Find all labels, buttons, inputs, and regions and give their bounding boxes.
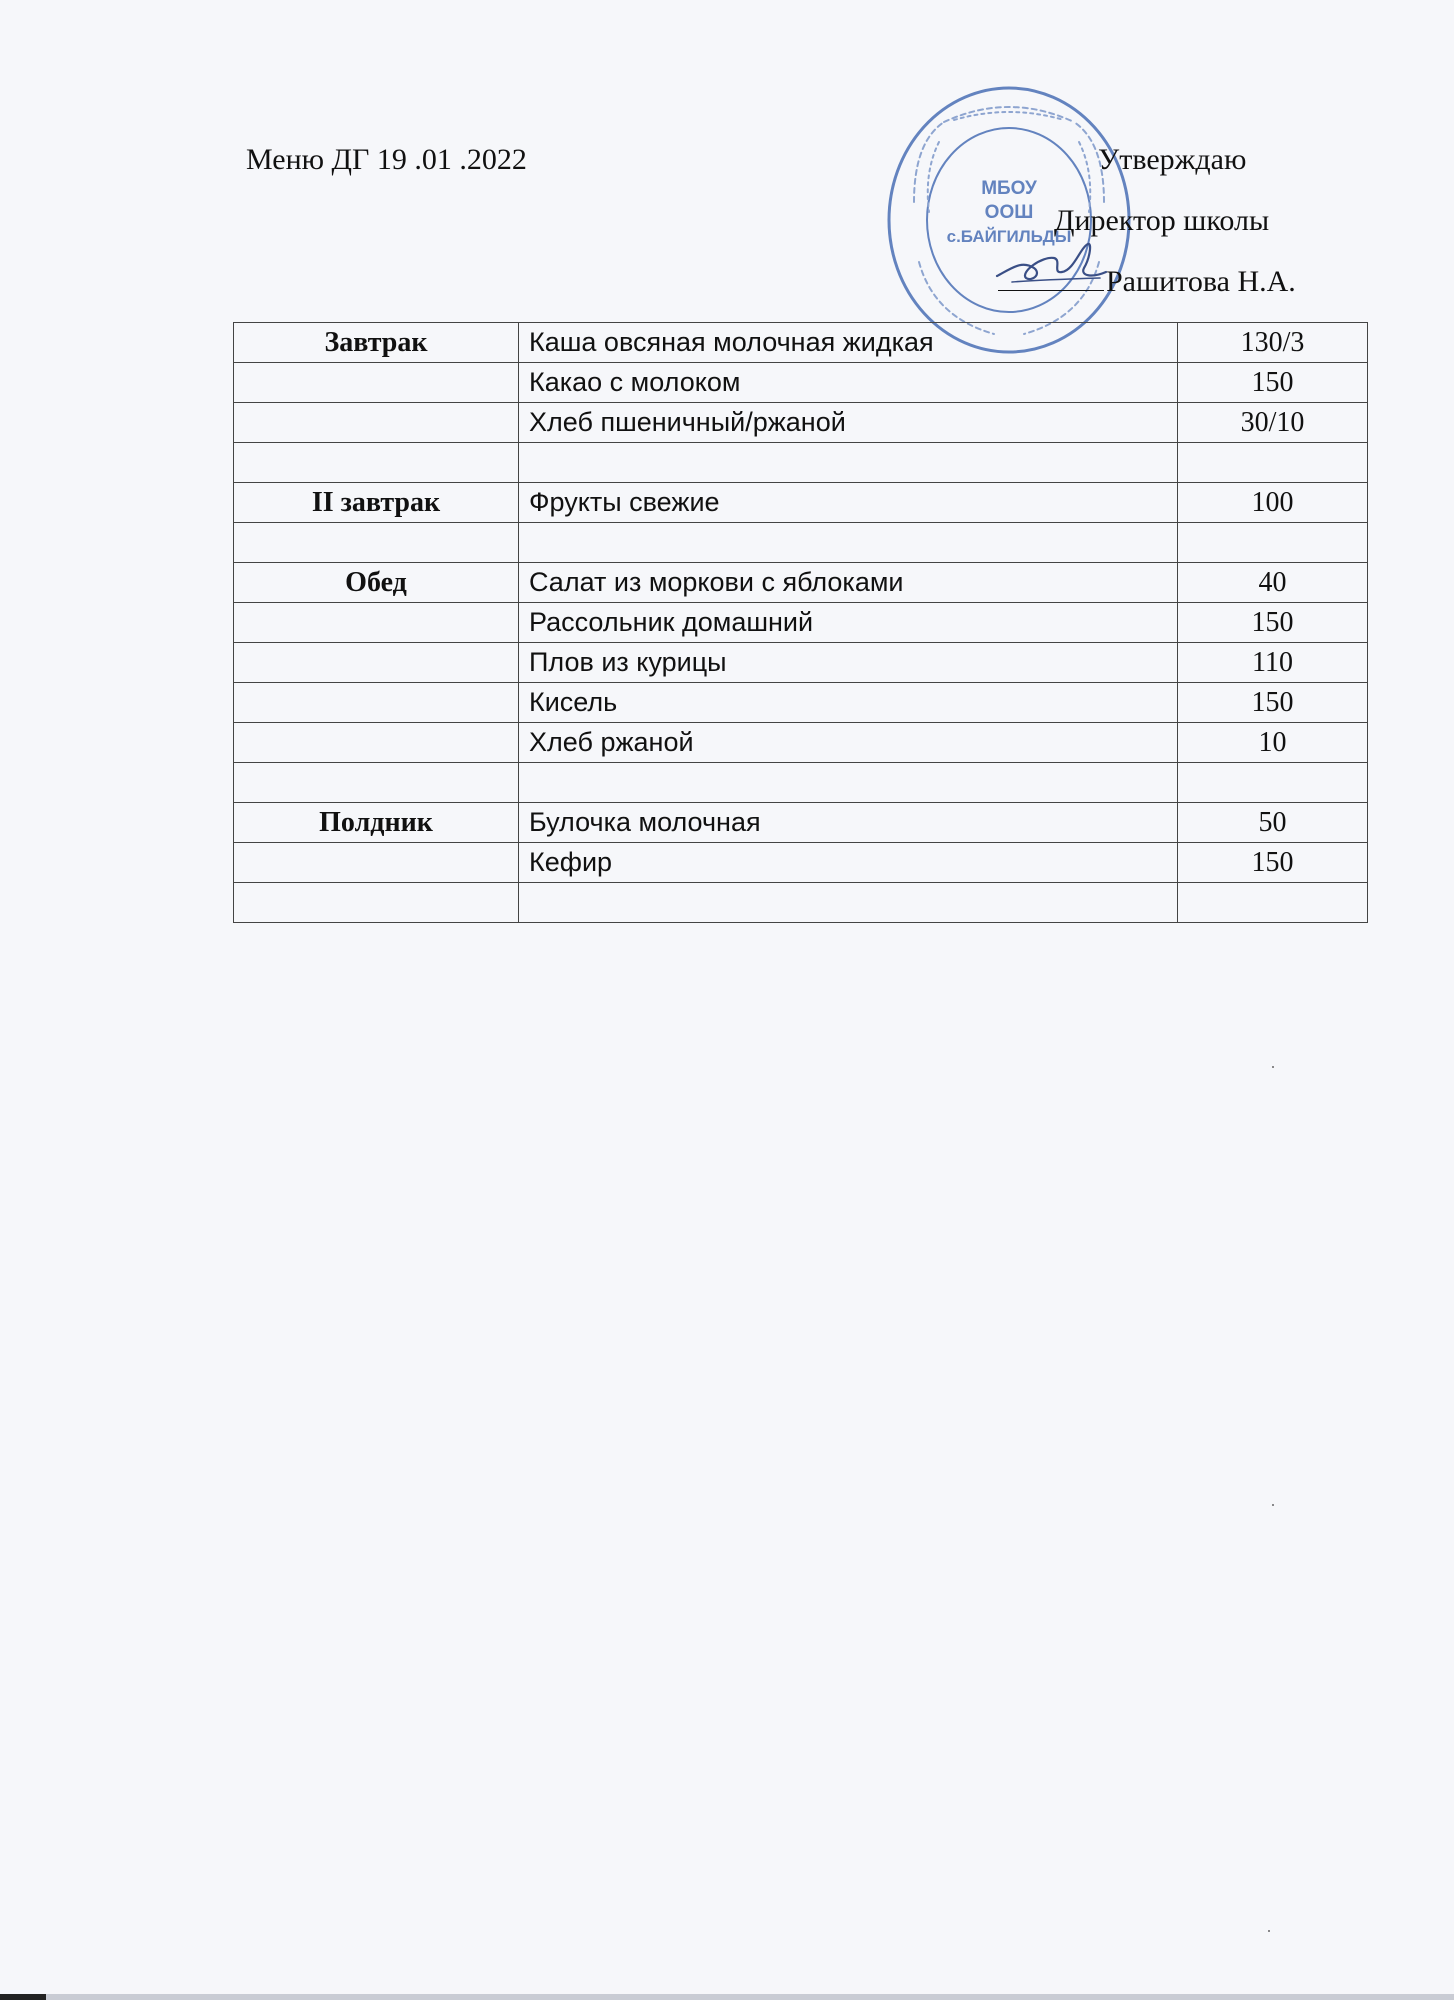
portion-cell: 150 [1178, 843, 1368, 883]
portion-cell: 150 [1178, 603, 1368, 643]
dish-cell: Какао с молоком [519, 363, 1178, 403]
meal-cell [234, 883, 519, 923]
portion-cell: 130/3 [1178, 323, 1368, 363]
scan-speck [1272, 1066, 1274, 1068]
signature-underline [998, 290, 1104, 291]
meal-cell: Полдник [234, 803, 519, 843]
dish-cell: Хлеб пшеничный/ржаной [519, 403, 1178, 443]
meal-cell [234, 843, 519, 883]
scan-edge [0, 1994, 1454, 2000]
menu-row [234, 643, 1368, 683]
menu-row [234, 683, 1368, 723]
dish-cell [519, 443, 1178, 483]
menu-row [234, 323, 1368, 363]
portion-cell [1178, 883, 1368, 923]
menu-row [234, 563, 1368, 603]
menu-row [234, 443, 1368, 483]
scan-speck [1268, 1930, 1270, 1932]
meal-cell [234, 363, 519, 403]
meal-cell: II завтрак [234, 483, 519, 523]
dish-cell: Кисель [519, 683, 1178, 723]
portion-cell: 10 [1178, 723, 1368, 763]
dish-cell: Фрукты свежие [519, 483, 1178, 523]
meal-cell [234, 683, 519, 723]
menu-row [234, 883, 1368, 923]
portion-cell [1178, 523, 1368, 563]
meal-cell [234, 643, 519, 683]
dish-cell: Хлеб ржаной [519, 723, 1178, 763]
portion-cell [1178, 443, 1368, 483]
menu-row [234, 483, 1368, 523]
dish-cell [519, 763, 1178, 803]
portion-cell: 150 [1178, 683, 1368, 723]
meal-cell [234, 603, 519, 643]
meal-cell [234, 723, 519, 763]
dish-cell: Каша овсяная молочная жидкая [519, 323, 1178, 363]
portion-cell: 50 [1178, 803, 1368, 843]
portion-cell: 100 [1178, 483, 1368, 523]
portion-cell: 110 [1178, 643, 1368, 683]
meal-cell [234, 443, 519, 483]
portion-cell: 150 [1178, 363, 1368, 403]
dish-cell: Салат из моркови с яблоками [519, 563, 1178, 603]
dish-cell: Булочка молочная [519, 803, 1178, 843]
approval-name: Рашитова Н.А. [1106, 265, 1296, 298]
meal-cell [234, 763, 519, 803]
stamp-org-name: МБОУ [981, 178, 1037, 199]
menu-table [233, 322, 1368, 923]
handwritten-signature [992, 238, 1112, 288]
menu-table-body [234, 323, 1368, 923]
menu-row [234, 363, 1368, 403]
dish-cell [519, 523, 1178, 563]
portion-cell [1178, 763, 1368, 803]
dish-cell: Кефир [519, 843, 1178, 883]
meal-cell: Завтрак [234, 323, 519, 363]
stamp-locality: с.БАЙГИЛЬДЫ [946, 227, 1072, 246]
dish-cell: Рассольник домашний [519, 603, 1178, 643]
stamp-org-type: ООШ [984, 202, 1034, 223]
dish-cell [519, 883, 1178, 923]
menu-row [234, 403, 1368, 443]
portion-cell: 30/10 [1178, 403, 1368, 443]
menu-row [234, 843, 1368, 883]
menu-row [234, 803, 1368, 843]
menu-row [234, 723, 1368, 763]
dish-cell: Плов из курицы [519, 643, 1178, 683]
menu-row [234, 763, 1368, 803]
meal-cell: Обед [234, 563, 519, 603]
scan-speck [1272, 1504, 1274, 1506]
menu-row [234, 523, 1368, 563]
approval-title: Утверждаю [1098, 143, 1247, 176]
portion-cell: 40 [1178, 563, 1368, 603]
menu-row [234, 603, 1368, 643]
meal-cell [234, 403, 519, 443]
meal-cell [234, 523, 519, 563]
menu-title: Меню ДГ 19 .01 .2022 [246, 143, 527, 176]
approval-position: Директор школы [1054, 204, 1270, 237]
